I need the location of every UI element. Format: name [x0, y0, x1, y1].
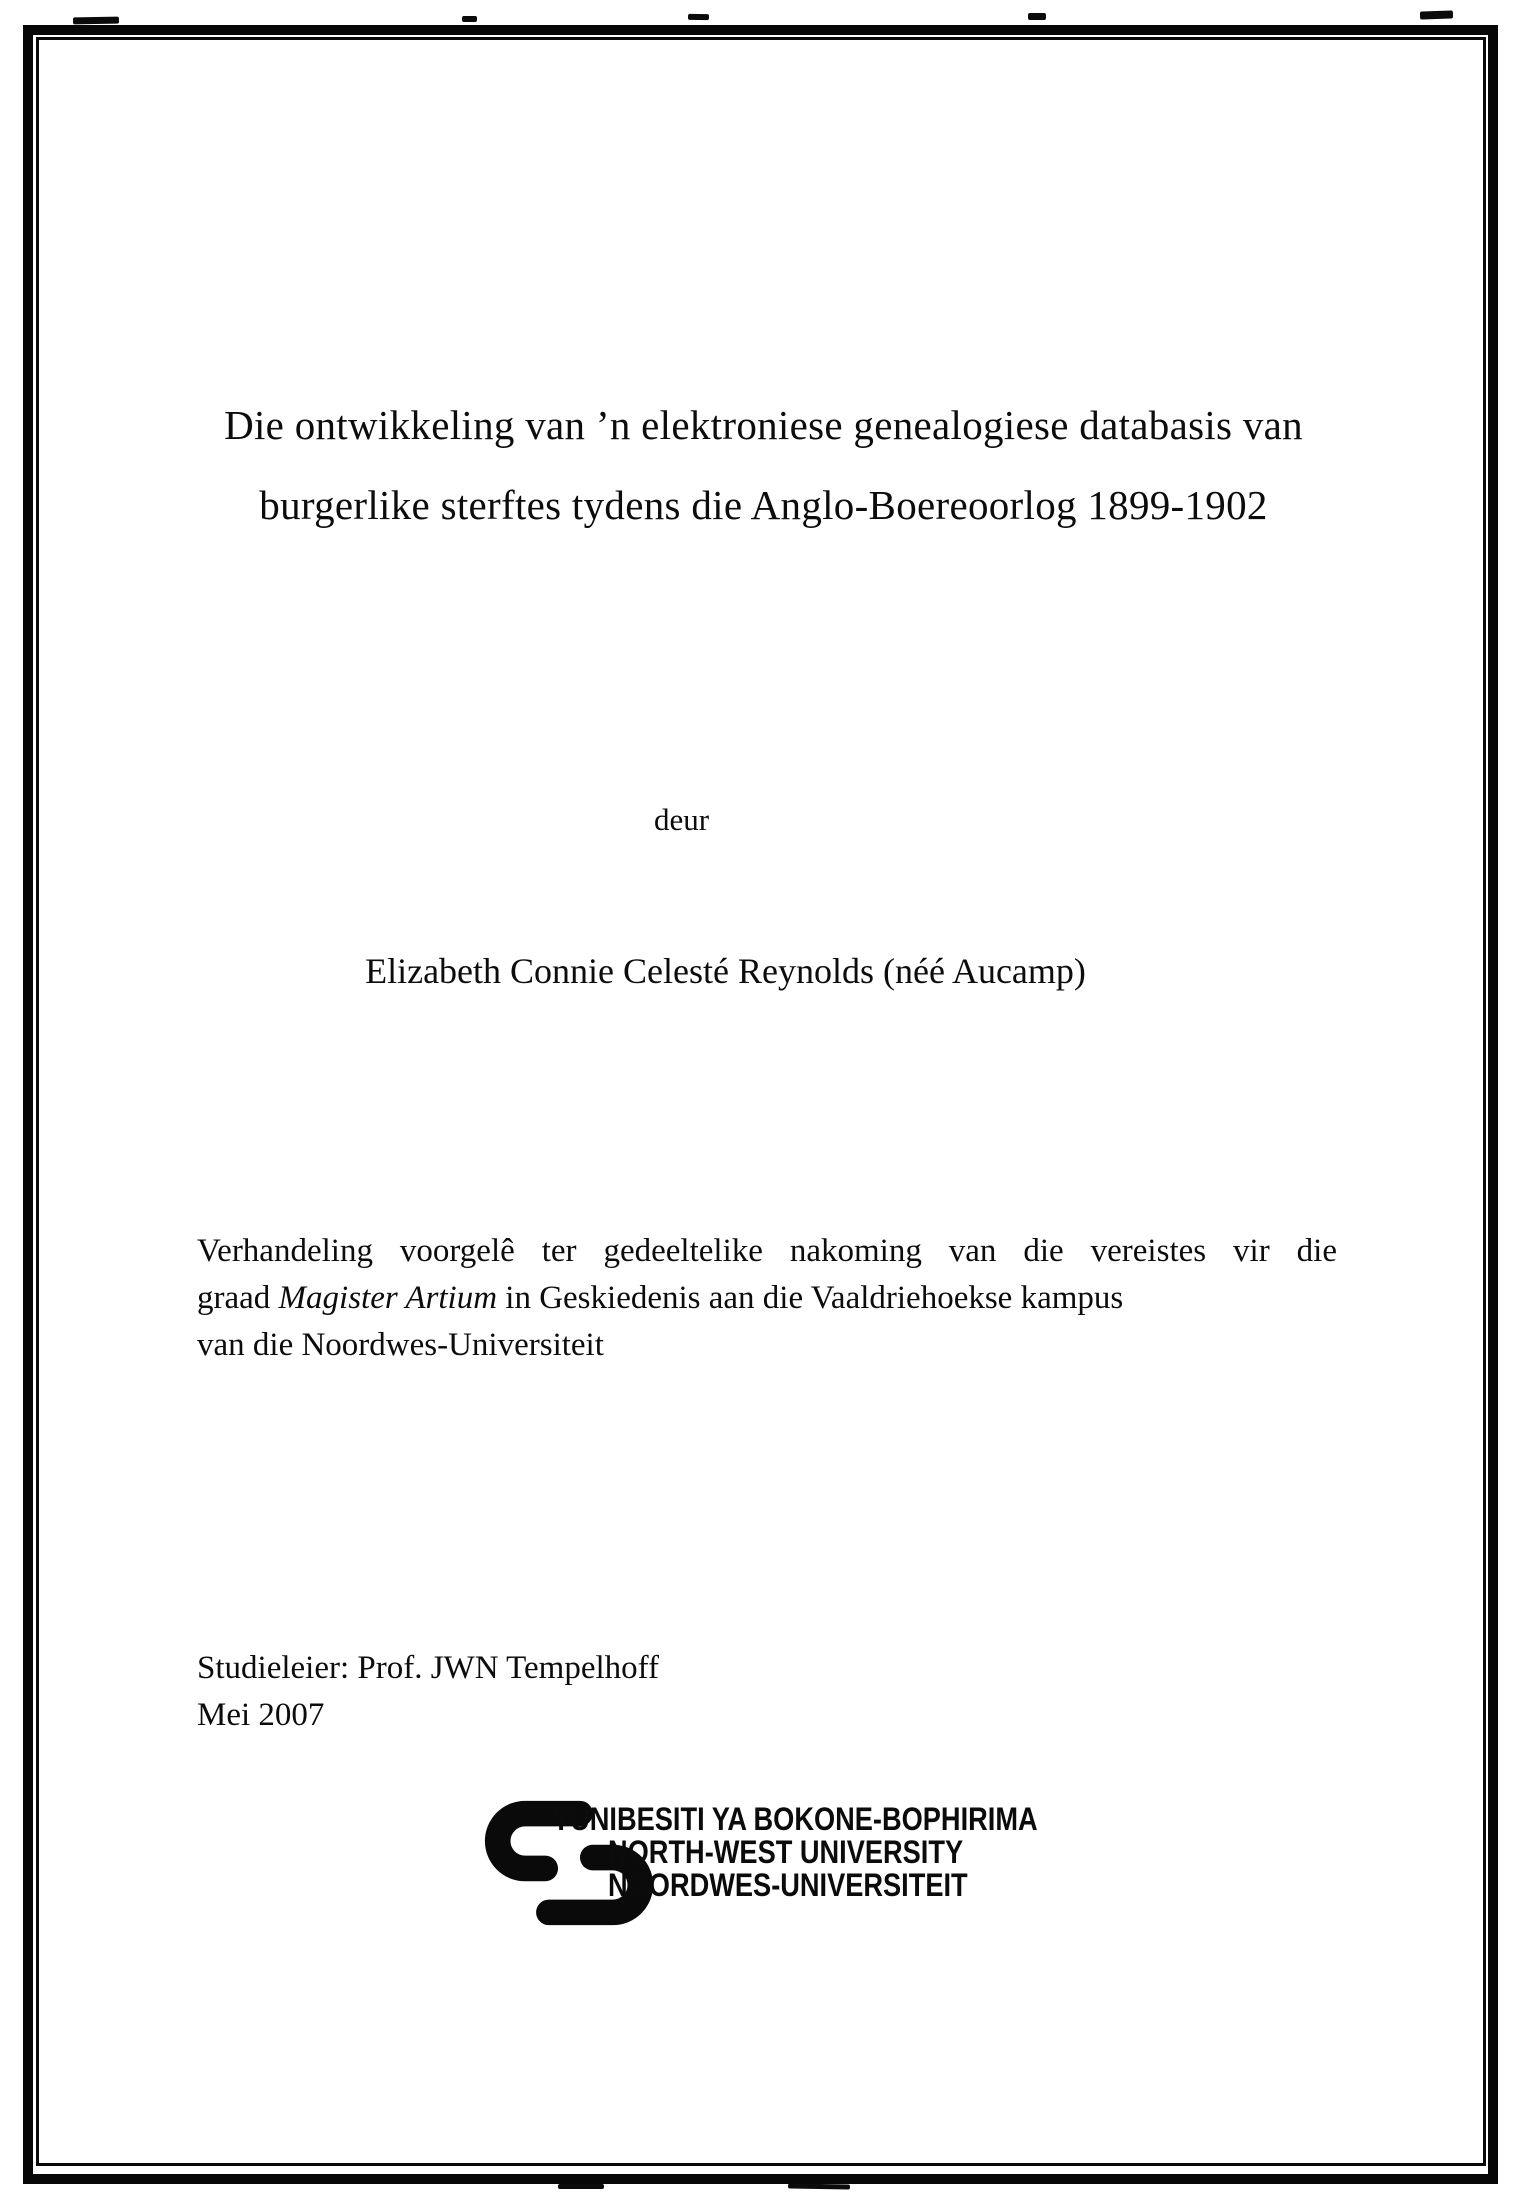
- degree-name-italic: Magister Artium: [278, 1280, 498, 1316]
- degree-statement-line-2-pre: graad: [197, 1280, 271, 1316]
- supervisor-and-date: [197, 1645, 659, 1739]
- scan-artifact: [1028, 13, 1046, 20]
- supervisor-line: Studieleier: Prof. JWN Tempelhoff: [197, 1650, 660, 1686]
- thesis-title-line-1: Die ontwikkeling van ’n elektroniese genealogiese databasis van: [224, 402, 1303, 448]
- scan-artifact: [1420, 10, 1453, 19]
- degree-statement-line-3: van die Noordwes-Universiteit: [197, 1327, 604, 1363]
- degree-statement: [197, 1228, 1337, 1369]
- date-line: Mei 2007: [197, 1697, 325, 1733]
- degree-statement-line-2-post: in Geskiedenis aan die Vaaldriehoekse kampus: [505, 1280, 1124, 1316]
- scan-artifact: [558, 2184, 604, 2189]
- byline-deur: deur: [653, 802, 710, 837]
- author-name: Elizabeth Connie Celesté Reynolds (néé Aucamp): [365, 951, 1086, 991]
- wordmark-afrikaans: NOORDWES-UNIVERSITEIT: [608, 1867, 968, 1903]
- scan-artifact: [688, 14, 709, 20]
- scan-artifact: [788, 2183, 850, 2189]
- wordmark-setswana: YUNIBESITI YA BOKONE-BOPHIRIMA: [552, 1801, 1038, 1837]
- degree-statement-line-1: Verhandeling voorgelê ter gedeeltelike nakoming van die vereistes vir die: [197, 1233, 1337, 1269]
- thesis-title-line-2: burgerlike sterftes tydens die Anglo-Boereoorlog 1899-1902: [259, 482, 1268, 528]
- wordmark-english: NORTH-WEST UNIVERSITY: [608, 1834, 964, 1870]
- degree-statement-line-2: [197, 1275, 1337, 1322]
- thesis-title: [40, 385, 1487, 545]
- scan-artifact: [73, 17, 119, 25]
- university-wordmark: [552, 1803, 1123, 1902]
- scan-artifact: [462, 16, 477, 22]
